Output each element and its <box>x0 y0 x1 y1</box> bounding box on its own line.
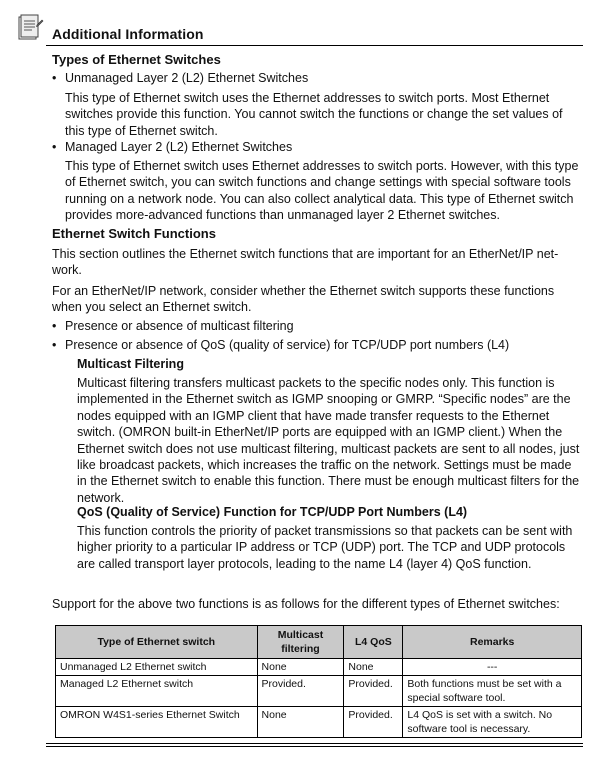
functions-heading: Ethernet Switch Functions <box>52 226 216 241</box>
switch-type-label: Unmanaged Layer 2 (L2) Ethernet Switches <box>65 71 309 85</box>
switch-type-label: Managed Layer 2 (L2) Ethernet Switches <box>65 140 293 154</box>
table-row <box>56 659 582 676</box>
list-item: • Presence or absence of multicast filtering <box>52 319 294 333</box>
table-header-row <box>56 626 582 659</box>
column-header: Type of Ethernet switch <box>56 626 258 659</box>
multicast-heading: Multicast Filtering <box>77 357 184 371</box>
table-cell: None <box>257 707 344 738</box>
support-table <box>55 625 582 738</box>
qos-heading: QoS (Quality of Service) Function for TCP/UDP Port Numbers (L4) <box>77 505 468 519</box>
table-cell: --- <box>403 659 582 676</box>
list-item: • Presence or absence of QoS (quality of service) for TCP/UDP port numbers (L4) <box>52 338 510 352</box>
paragraph: Multicast filtering transfers multicast packets to the specific nodes only. This function is implemented in the Ethernet switch as IGMP snooping or GMRP. “Specific nodes” are the nodes equipped with an IGMP client that have made transfer requests to the Ethernet switch. (OMRON built-in EtherNet/IP ports are equipped with an IGMP client.) When the Ethernet switch does not use multicast filtering, multicast packets are sent to all nodes, just like broadcast packets, which increases the traffic on the network. Settings must be made in the Ethernet switch to enable this function. There must be enough multicast filters for the network. <box>77 376 580 505</box>
types-heading: Types of Ethernet Switches <box>52 52 221 67</box>
bottom-rule <box>46 743 583 744</box>
table-cell: Unmanaged L2 Ethernet switch <box>56 659 258 676</box>
paragraph: For an EtherNet/IP network, consider whether the Ethernet switch supports these functions when you select an Ethernet switch. <box>52 284 555 315</box>
column-header: L4 QoS <box>344 626 403 659</box>
support-sentence: Support for the above two functions is as follows for the different types of Ethernet switches: <box>52 597 560 611</box>
paragraph: This type of Ethernet switch uses the Ethernet addresses to switch ports. Most Ethernet switches provide this function. You cannot switch the functions or change the set values of this type of Ethernet switch. <box>65 91 563 138</box>
table-row <box>56 707 582 738</box>
table-row <box>56 676 582 707</box>
title-rule <box>46 45 583 46</box>
paragraph: This type of Ethernet switch uses Ethernet addresses to switch ports. However, with this type of Ethernet switch, you can switch functions and change settings with special software tools running on a network node. You can also collect analytical data. This type of Ethernet switch provides more-advanced functions than unmanaged layer 2 Ethernet switches. <box>65 159 579 223</box>
section-title: Additional Information <box>52 26 204 42</box>
list-item: • Unmanaged Layer 2 (L2) Ethernet Switches <box>52 71 309 85</box>
table-cell: Both functions must be set with a special software tool. <box>403 676 582 707</box>
table-cell: None <box>257 659 344 676</box>
table-cell: Provided. <box>344 707 403 738</box>
table-cell: Managed L2 Ethernet switch <box>56 676 258 707</box>
table-cell: Provided. <box>344 676 403 707</box>
list-item: • Managed Layer 2 (L2) Ethernet Switches <box>52 140 293 154</box>
column-header: Multicast filtering <box>257 626 344 659</box>
paragraph: This section outlines the Ethernet switch functions that are important for an EtherNet/IP net- work. <box>52 247 559 278</box>
table-cell: L4 QoS is set with a switch. No software tool is necessary. <box>403 707 582 738</box>
table-cell: None <box>344 659 403 676</box>
bottom-rule <box>46 746 583 747</box>
table-cell: OMRON W4S1-series Ethernet Switch <box>56 707 258 738</box>
paragraph: This function controls the priority of packet transmissions so that packets can be sent with higher priority to a particular IP address or TCP (UDP) port. The TCP and UDP protocols are called transport layer protocols, leading to the name L4 (layer 4) QoS function. <box>77 524 573 571</box>
column-header: Remarks <box>403 626 582 659</box>
note-icon <box>18 14 44 42</box>
table-cell: Provided. <box>257 676 344 707</box>
